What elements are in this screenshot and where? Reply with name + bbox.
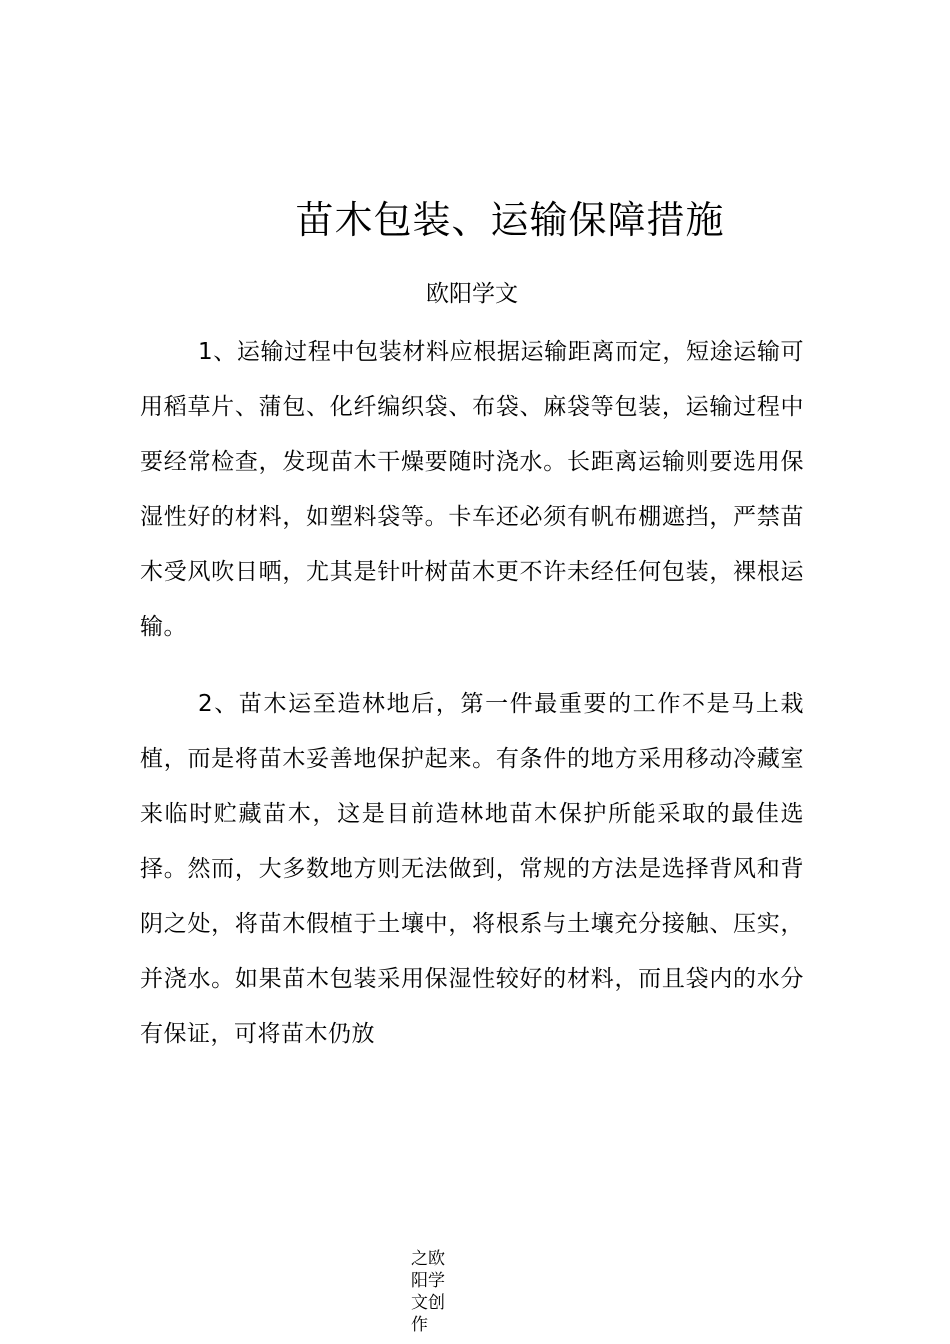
document-author: 欧阳学文 bbox=[426, 281, 518, 307]
paragraph-1: 1、运输过程中包装材料应根据运输距离而定，短途运输可用稻草片、蒲包、化纤编织袋、布袋、麻袋等包装，运输过程中要经常检查，发现苗木干燥要随时浇水。长距离运输则要选用保湿性好的材料，如塑料袋等。卡车还必须有帆布棚遮挡，严禁苗木受风吹日晒，尤其是针叶树苗木更不许未经任何包装，裸根运输。 bbox=[140, 339, 804, 640]
document-title: 苗木包装、运输保障措施 bbox=[295, 198, 725, 242]
paragraph-2: 2、苗木运至造林地后，第一件最重要的工作不是马上栽植，而是将苗木妥善地保护起来。有条件的地方采用移动冷藏室来临时贮藏苗木，这是目前造林地苗木保护所能采取的最佳选择。然而，大多数地方则无法做到，常规的方法是选择背风和背阴之处，将苗木假植于土壤中，将根系与土壤充分接触、压实，并浇水。如果苗木包装采用保湿性较好的材料，而且袋内的水分有保证，可将苗木仍放 bbox=[140, 691, 804, 1047]
page-footer: 之欧阳学文创作 bbox=[411, 1249, 445, 1335]
